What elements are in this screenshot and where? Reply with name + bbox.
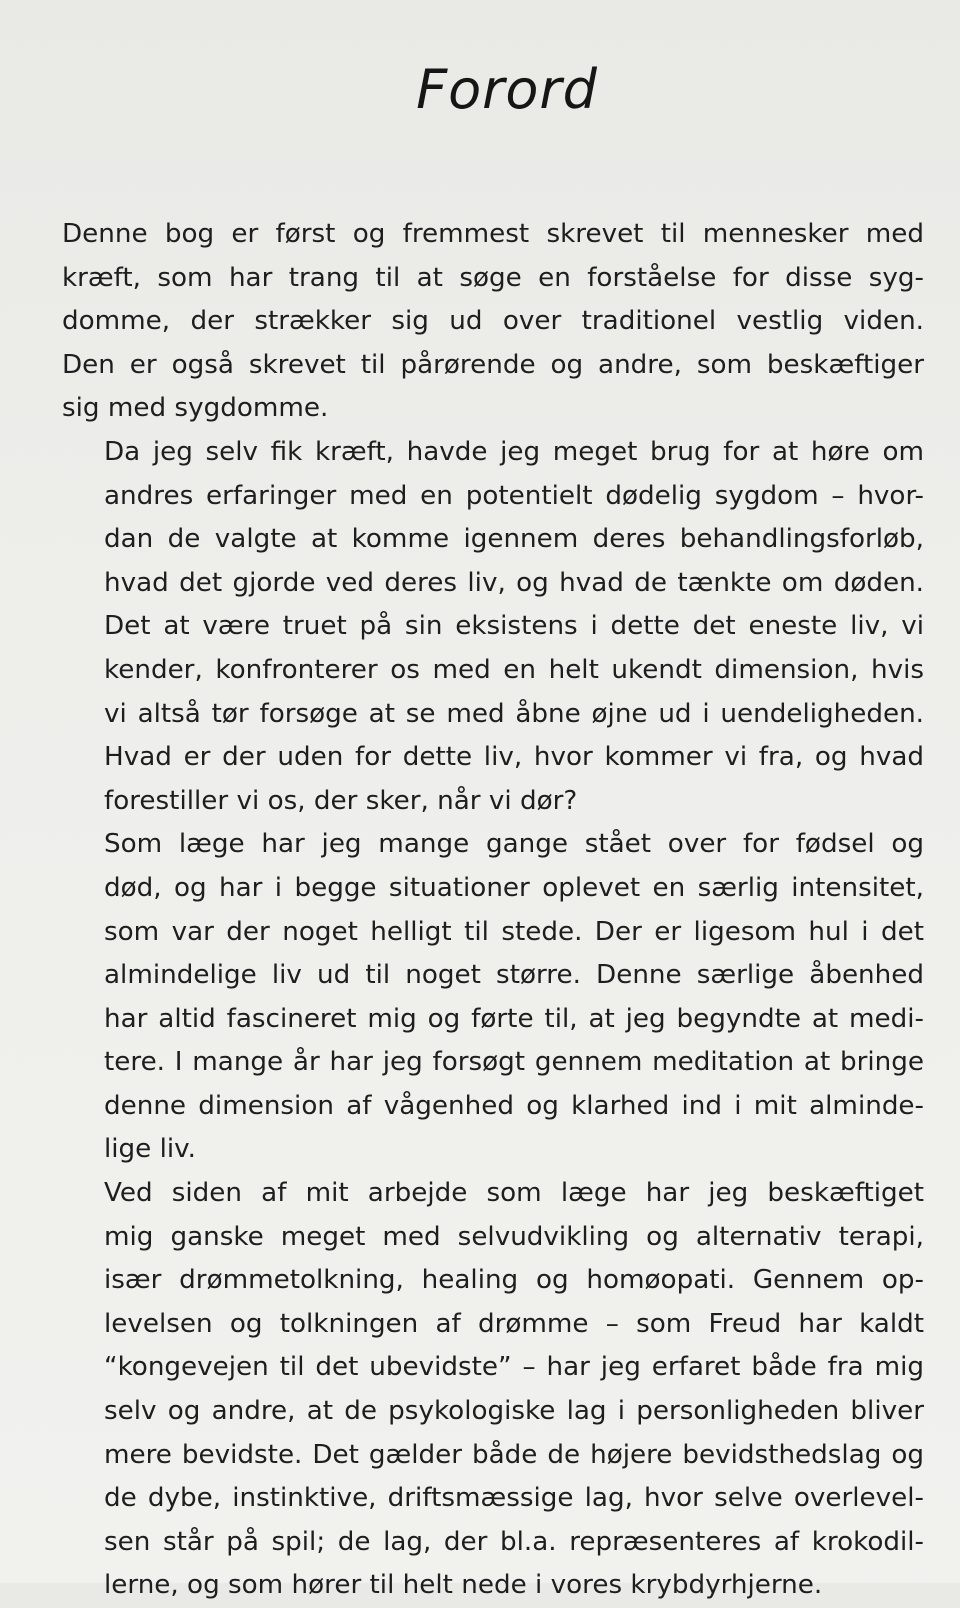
text-line: “kongevejen til det ubevidste” – har jeg erfaret både fra mig <box>104 1352 924 1383</box>
text-line: selv og andre, at de psykologiske lag i personligheden bliver <box>104 1396 924 1427</box>
text-line: mig ganske meget med selvudvikling og alternativ terapi, <box>104 1221 924 1252</box>
text-line: andres erfaringer med en potentielt dødelig sygdom – hvor- <box>104 480 924 511</box>
body-text <box>62 213 924 1608</box>
text-line: Den er også skrevet til pårørende og andre, som beskæftiger <box>62 349 924 380</box>
text-line: dan de valgte at komme igennem deres behandlingsforløb, <box>104 524 924 555</box>
paragraph-3 <box>62 823 924 1172</box>
text-line: kræft, som har trang til at søge en forståelse for disse syg- <box>62 262 924 293</box>
text-line: Denne bog er først og fremmest skrevet til mennesker med <box>62 219 924 249</box>
text-line: død, og har i begge situationer oplevet en særlig intensitet, <box>104 872 924 903</box>
text-line: forestiller vi os, der sker, når vi dør? <box>104 785 578 816</box>
text-line: sig med sygdomme. <box>62 393 329 424</box>
text-line: Ved siden af mit arbejde som læge har jeg beskæftiget <box>104 1178 924 1209</box>
text-line: som var der noget helligt til stede. Der er ligesom hul i det <box>104 916 924 947</box>
text-line: lige liv. <box>104 1134 196 1165</box>
text-line: tere. I mange år har jeg forsøgt gennem meditation at bringe <box>104 1047 924 1078</box>
text-line: domme, der strækker sig ud over traditionel vestlig viden. <box>62 306 924 337</box>
text-line: mere bevidste. Det gælder både de højere bevidsthedslag og <box>104 1439 924 1470</box>
paragraph-2 <box>62 431 924 823</box>
text-line: Hvad er der uden for dette liv, hvor kommer vi fra, og hvad <box>104 742 924 773</box>
text-line: lerne, og som hører til helt nede i vores krybdyrhjerne. <box>104 1570 823 1601</box>
text-line: især drømmetolkning, healing og homøopati. Gennem op- <box>104 1265 924 1296</box>
text-line: Som læge har jeg mange gange stået over for fødsel og <box>104 829 924 860</box>
paragraph-4 <box>62 1172 924 1608</box>
text-line: vi altså tør forsøge at se med åbne øjne ud i uendeligheden. <box>104 698 924 729</box>
page-title: Forord <box>416 58 598 121</box>
text-line: denne dimension af vågenhed og klarhed ind i mit alminde- <box>104 1090 924 1121</box>
text-line: Det at være truet på sin eksistens i dette det eneste liv, vi <box>104 611 924 642</box>
text-line: har altid fascineret mig og førte til, at jeg begyndte at medi- <box>104 1003 924 1034</box>
text-line: kender, konfronterer os med en helt ukendt dimension, hvis <box>104 654 924 685</box>
text-line: Da jeg selv fik kræft, havde jeg meget brug for at høre om <box>104 436 924 467</box>
text-line: sen står på spil; de lag, der bl.a. repræsenteres af krokodil- <box>104 1526 924 1557</box>
paragraph-1 <box>62 213 924 431</box>
text-line: almindelige liv ud til noget større. Denne særlige åbenhed <box>104 960 924 991</box>
text-line: hvad det gjorde ved deres liv, og hvad de tænkte om døden. <box>104 567 924 598</box>
text-line: de dybe, instinktive, driftsmæssige lag, hvor selve overlevel- <box>104 1483 924 1514</box>
text-line: levelsen og tolkningen af drømme – som Freud har kaldt <box>104 1308 924 1339</box>
